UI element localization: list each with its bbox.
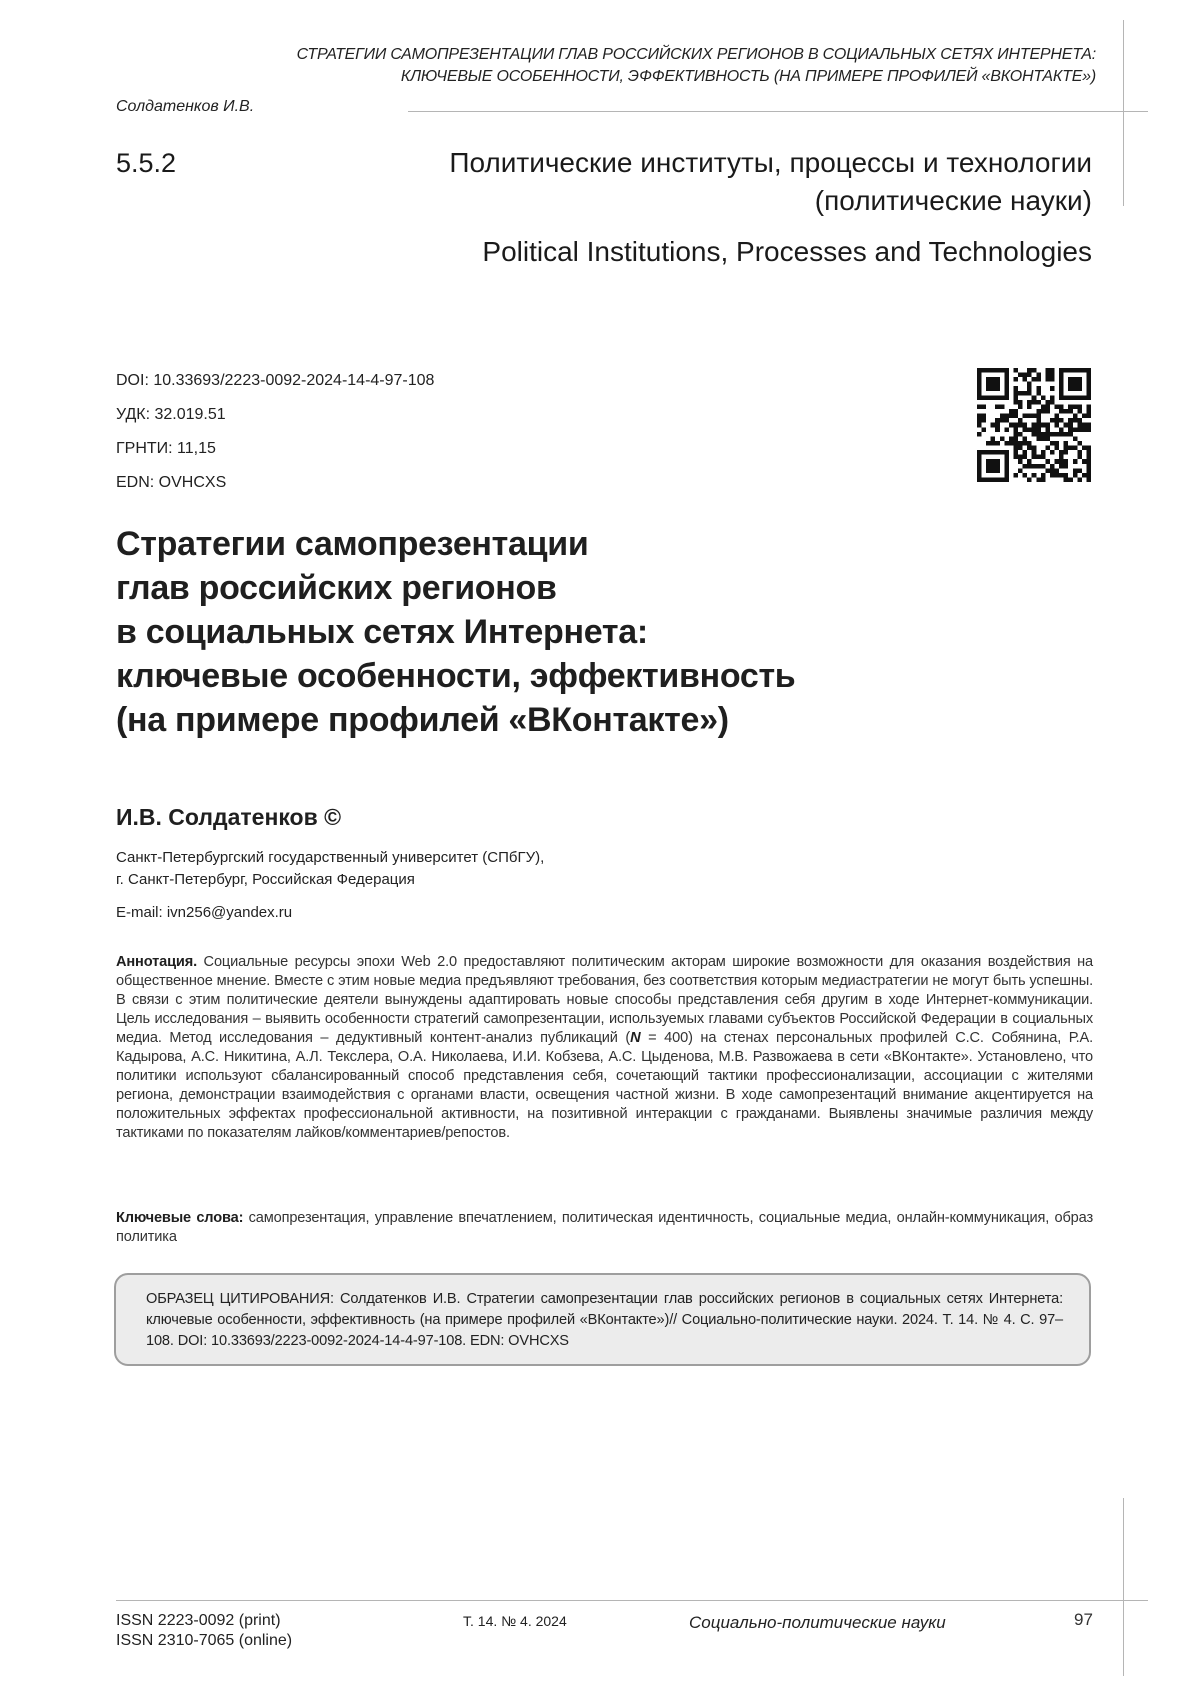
footer-rule bbox=[116, 1600, 1148, 1601]
rubric-ru-line-1: Политические институты, процессы и технологии bbox=[449, 147, 1092, 178]
rubric-ru-line-2: (политические науки) bbox=[814, 185, 1092, 216]
rubric-en: Political Institutions, Processes and Technologies bbox=[482, 236, 1092, 267]
issn-online: ISSN 2310-7065 (online) bbox=[116, 1632, 293, 1649]
issue-volume: Т. 14. № 4. 2024 bbox=[463, 1613, 567, 1629]
author-name: И.В. Солдатенков © bbox=[116, 804, 342, 830]
edn: EDN: OVHCXS bbox=[116, 474, 227, 491]
section-rubric bbox=[332, 144, 1092, 271]
title-line: глав российских регионов bbox=[116, 569, 557, 607]
issn-print: ISSN 2223-0092 (print) bbox=[116, 1612, 281, 1629]
doi: DOI: 10.33693/2223-0092-2024-14-4-97-108 bbox=[116, 372, 435, 389]
title-line: ключевые особенности, эффективность bbox=[116, 657, 796, 695]
sample-size-symbol: N bbox=[630, 1030, 641, 1046]
running-title-line-1: СТРАТЕГИИ САМОПРЕЗЕНТАЦИИ ГЛАВ РОССИЙСКИХ РЕГИОНОВ В СОЦИАЛЬНЫХ СЕТЯХ ИНТЕРНЕТА: bbox=[296, 46, 1096, 63]
header-margin-rule bbox=[1123, 20, 1124, 206]
abstract bbox=[116, 953, 1093, 1143]
grnti: ГРНТИ: 11,15 bbox=[116, 440, 216, 457]
udk: УДК: 32.019.51 bbox=[116, 406, 226, 423]
title-line: в социальных сетях Интернета: bbox=[116, 613, 648, 651]
section-code: 5.5.2 bbox=[116, 148, 177, 178]
running-title-line-2: КЛЮЧЕВЫЕ ОСОБЕННОСТИ, ЭФФЕКТИВНОСТЬ (НА ПРИМЕРЕ ПРОФИЛЕЙ «ВКОНТАКТЕ») bbox=[400, 68, 1096, 85]
running-title bbox=[96, 44, 1096, 88]
page-number: 97 bbox=[1074, 1610, 1093, 1629]
running-author: Солдатенков И.В. bbox=[116, 98, 255, 115]
affiliation-line-1: Санкт-Петербургский государственный университет (СПбГУ), bbox=[116, 849, 545, 866]
affiliation-line-2: г. Санкт-Петербург, Российская Федерация bbox=[116, 871, 415, 888]
article-identifiers bbox=[116, 364, 434, 500]
header-rule bbox=[408, 111, 1148, 112]
citation-text: ОБРАЗЕЦ ЦИТИРОВАНИЯ: Солдатенков И.В. Стратегии самопрезентации глав российских регионов в социальных сетях Интернета: ключевые особенности, эффективность (на примере профилей «ВКонтакте»)// Социально-политические науки. 2024. Т. 14. № 4. С. 97–108. DOI: 10.33693/2223-0092-2024-14-4-97-108. EDN: OVHCXS bbox=[146, 1291, 1063, 1349]
abstract-label: Аннотация. bbox=[116, 954, 197, 970]
title-line: (на примере профилей «ВКонтакте») bbox=[116, 701, 729, 739]
keywords-text: самопрезентация, управление впечатлением, политическая идентичность, социальные медиа, онлайн-коммуникация, образ политика bbox=[116, 1210, 1093, 1245]
abstract-text-continued: = 400) на стенах персональных профилей С.С. Собянина, Р.А. Кадырова, А.С. Никитина, А.Л. Текслера, О.А. Николаева, И.И. Кобзева, А.С. Цыденова, М.В. Развожаева в сети «ВКонтакте». Установлено, что политики используют сбалансированный способ представления себя, сочетающий тактики профессионализации, ассоциации с жителями региона, демонстрации взаимодействия с органами власти, освещения частной жизни. В ходе самопрезентаций внимание акцентируется на положительных эффектах профессиональной активности, на позитивной интеракции с гражданами. Выявлены значимые различия между тактиками по показателям лайков/комментариев/репостов. bbox=[116, 1030, 1093, 1141]
citation-box bbox=[114, 1273, 1091, 1366]
affiliation bbox=[116, 847, 544, 891]
issn-block bbox=[116, 1611, 292, 1651]
article-title bbox=[116, 522, 1016, 742]
keywords bbox=[116, 1209, 1093, 1247]
keywords-label: Ключевые слова: bbox=[116, 1210, 244, 1226]
author-email[interactable]: E-mail: ivn256@yandex.ru bbox=[116, 904, 293, 921]
qr-code-icon bbox=[977, 368, 1091, 482]
title-line: Стратегии самопрезентации bbox=[116, 525, 589, 563]
abstract-text: Социальные ресурсы эпохи Web 2.0 предоставляют политическим акторам широкие возможности для оказания воздействия на общественное мнение. Вместе с этим новые медиа предъявляют требования, без соответствия которым медиастратегии не могут быть успешны. В связи с этим политические деятели вынуждены адаптировать новые способы представления себя другим в ходе Интернет-коммуникации. Цель исследования – выявить особенности стратегий самопрезентации, используемых главами субъектов Российской Федерации в социальных медиа. Метод исследования – дедуктивный контент-анализ публикаций ( bbox=[116, 954, 1093, 1046]
journal-name: Социально-политические науки bbox=[689, 1613, 946, 1632]
footer-margin-rule bbox=[1123, 1498, 1124, 1676]
